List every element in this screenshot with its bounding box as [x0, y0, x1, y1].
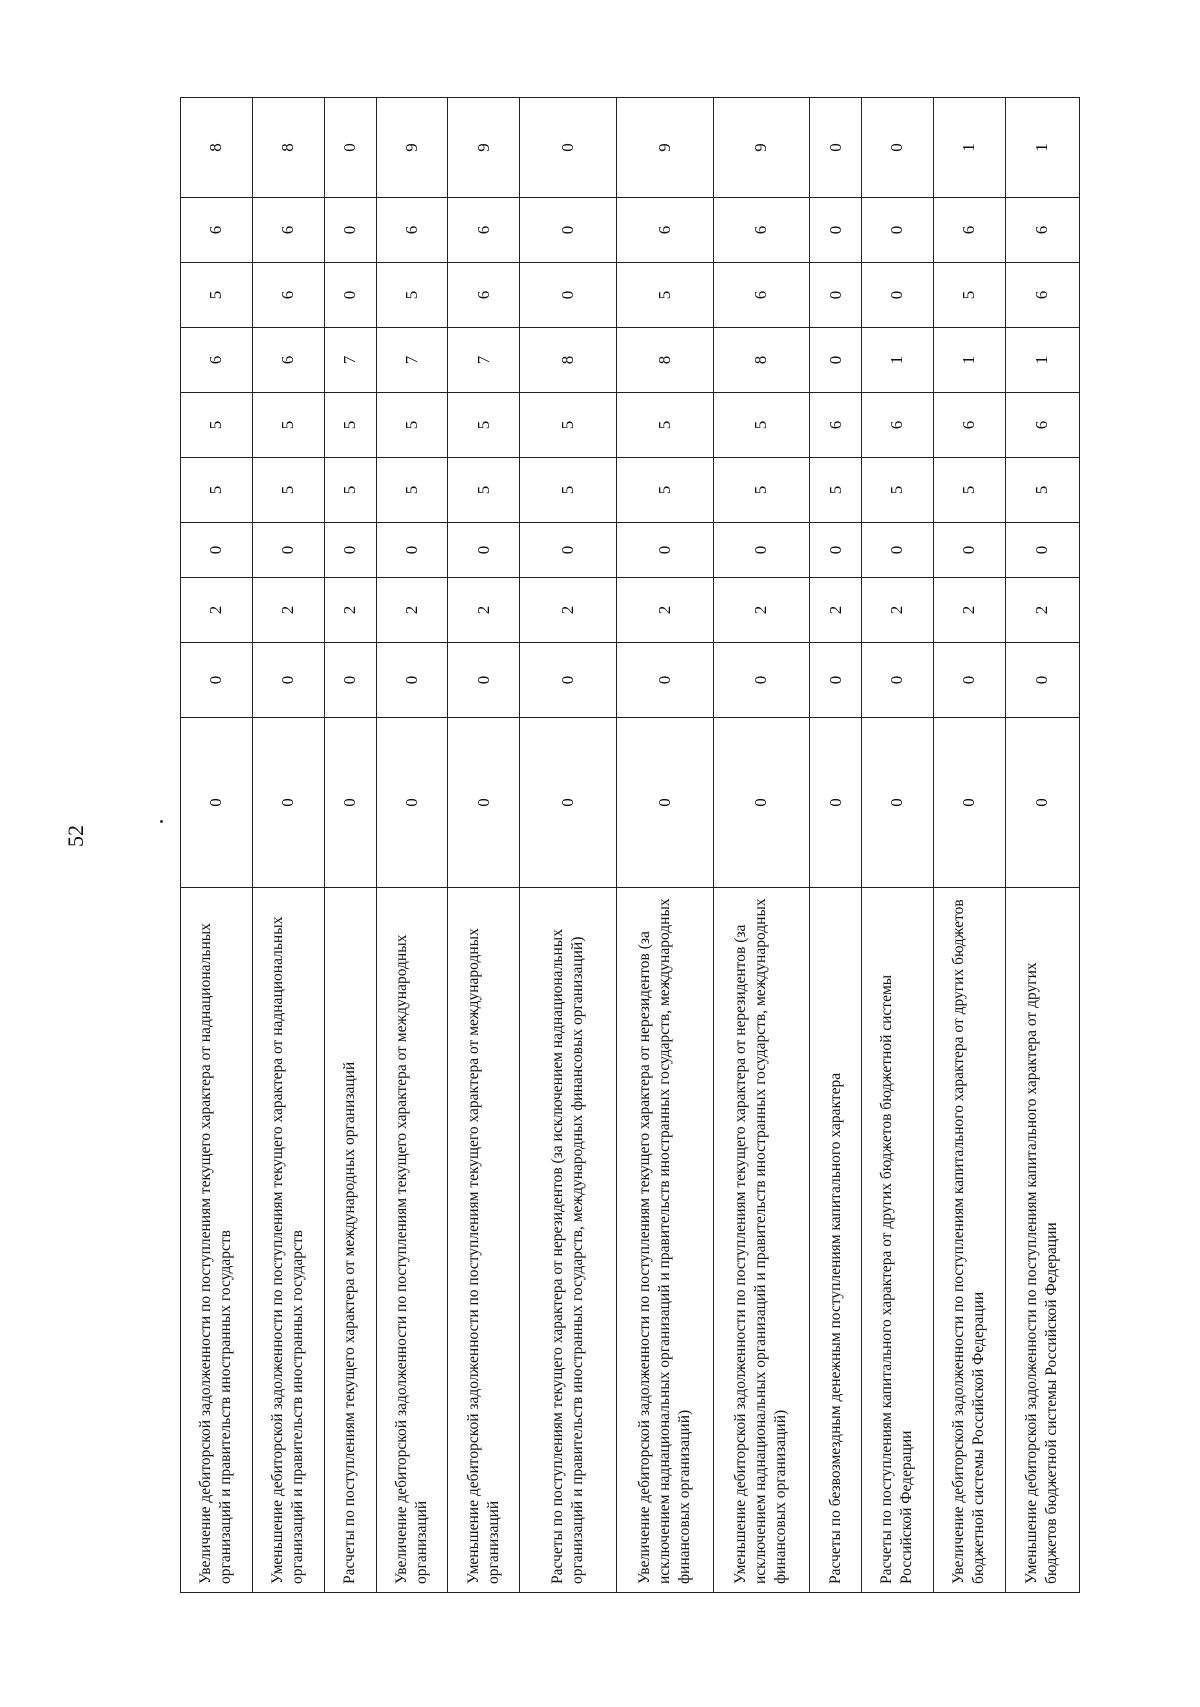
code-digit-cell: 0: [861, 523, 933, 578]
code-digit-cell: 0: [810, 523, 862, 578]
code-digit-cell: 5: [181, 263, 253, 328]
code-digit-cell: 5: [616, 458, 713, 523]
code-digit-cell: 0: [324, 718, 376, 888]
code-digit-cell: 5: [324, 458, 376, 523]
code-digit-cell: 9: [376, 98, 448, 198]
code-digit-cell: 6: [252, 263, 324, 328]
code-digit-cell: 0: [810, 263, 862, 328]
code-digit-cell: 5: [933, 263, 1005, 328]
table-row: [324, 98, 376, 1593]
code-digit-cell: 5: [181, 393, 253, 458]
row-description: Увеличение дебиторской задолженности по поступлениям текущего характера от международных организаций: [376, 888, 448, 1593]
code-digit-cell: 0: [616, 643, 713, 718]
code-digit-cell: 5: [520, 458, 617, 523]
code-digit-cell: 6: [713, 198, 810, 263]
code-digit-cell: 0: [324, 263, 376, 328]
code-digit-cell: 5: [520, 393, 617, 458]
table-row: [861, 98, 933, 1593]
code-digit-cell: 0: [810, 98, 862, 198]
row-description: Уменьшение дебиторской задолженности по поступлениям текущего характера от международных организаций: [448, 888, 520, 1593]
table-row: [616, 98, 713, 1593]
code-digit-cell: 2: [810, 578, 862, 643]
code-digit-cell: 0: [810, 643, 862, 718]
code-digit-cell: 2: [376, 578, 448, 643]
table-row: [933, 98, 1005, 1593]
row-description: Расчеты по поступлениям капитального характера от других бюджетов бюджетной системы Российской Федерации: [861, 888, 933, 1593]
code-digit-cell: 0: [324, 98, 376, 198]
code-digit-cell: 6: [616, 198, 713, 263]
code-digit-cell: 5: [1005, 458, 1079, 523]
code-digit-cell: 6: [448, 198, 520, 263]
code-digit-cell: 6: [1005, 393, 1079, 458]
table-row: [810, 98, 862, 1593]
code-digit-cell: 5: [448, 393, 520, 458]
row-description: Уменьшение дебиторской задолженности по поступлениям капитального характера от других бюджетов бюджетной системы Российской Федерации: [1005, 888, 1079, 1593]
code-digit-cell: 1: [1005, 98, 1079, 198]
code-digit-cell: 6: [933, 198, 1005, 263]
code-digit-cell: 6: [1005, 263, 1079, 328]
code-digit-cell: 0: [933, 523, 1005, 578]
page-number: 52: [63, 825, 88, 847]
code-digit-cell: 0: [520, 198, 617, 263]
table-row: [252, 98, 324, 1593]
code-digit-cell: 0: [861, 198, 933, 263]
code-digit-cell: 6: [448, 263, 520, 328]
code-digit-cell: 0: [181, 718, 253, 888]
code-digit-cell: 2: [1005, 578, 1079, 643]
code-digit-cell: 0: [448, 643, 520, 718]
code-digit-cell: 0: [616, 718, 713, 888]
code-digit-cell: 2: [713, 578, 810, 643]
code-digit-cell: 0: [810, 328, 862, 393]
code-digit-cell: 5: [861, 458, 933, 523]
code-digit-cell: 7: [376, 328, 448, 393]
code-digit-cell: 2: [616, 578, 713, 643]
row-description: Увеличение дебиторской задолженности по поступлениям текущего характера от наднациональных организаций и правительств иностранных государств: [181, 888, 253, 1593]
code-digit-cell: 1: [861, 328, 933, 393]
code-digit-cell: 0: [324, 643, 376, 718]
code-digit-cell: 0: [324, 523, 376, 578]
code-digit-cell: 0: [861, 643, 933, 718]
code-digit-cell: 0: [713, 718, 810, 888]
code-digit-cell: 0: [448, 523, 520, 578]
code-digit-cell: 2: [448, 578, 520, 643]
code-digit-cell: 5: [616, 393, 713, 458]
code-digit-cell: 8: [616, 328, 713, 393]
row-description: Уменьшение дебиторской задолженности по поступлениям текущего характера от нерезидентов (за исключением наднациональных организаций и правительств иностранных государств, международных финансовых организаций): [713, 888, 810, 1593]
code-digit-cell: 0: [616, 523, 713, 578]
code-digit-cell: 5: [252, 458, 324, 523]
code-digit-cell: 5: [713, 393, 810, 458]
code-digit-cell: 0: [861, 263, 933, 328]
code-digit-cell: 5: [376, 263, 448, 328]
code-digit-cell: 6: [376, 198, 448, 263]
code-digit-cell: 0: [1005, 643, 1079, 718]
table-row: [376, 98, 448, 1593]
code-digit-cell: 0: [1005, 523, 1079, 578]
code-digit-cell: 5: [713, 458, 810, 523]
code-digit-cell: 0: [713, 643, 810, 718]
row-description: Уменьшение дебиторской задолженности по поступлениям текущего характера от наднациональных организаций и правительств иностранных государств: [252, 888, 324, 1593]
code-digit-cell: 0: [252, 718, 324, 888]
code-digit-cell: 2: [933, 578, 1005, 643]
code-digit-cell: 6: [933, 393, 1005, 458]
code-digit-cell: 0: [933, 718, 1005, 888]
code-digit-cell: 6: [1005, 198, 1079, 263]
code-digit-cell: 7: [324, 328, 376, 393]
code-digit-cell: 0: [933, 643, 1005, 718]
code-digit-cell: 6: [861, 393, 933, 458]
code-digit-cell: 0: [1005, 718, 1079, 888]
code-digit-cell: 2: [252, 578, 324, 643]
code-digit-cell: 8: [181, 98, 253, 198]
code-digit-cell: 5: [324, 393, 376, 458]
account-codes-table: [180, 97, 1080, 1593]
code-digit-cell: 0: [810, 718, 862, 888]
code-digit-cell: 9: [448, 98, 520, 198]
code-digit-cell: 0: [520, 263, 617, 328]
code-digit-cell: 0: [252, 523, 324, 578]
code-digit-cell: 8: [713, 328, 810, 393]
code-digit-cell: 6: [181, 198, 253, 263]
code-digit-cell: 1: [933, 328, 1005, 393]
code-digit-cell: 5: [616, 263, 713, 328]
table-row: [713, 98, 810, 1593]
rotated-table-container: [180, 98, 1080, 1593]
code-digit-cell: 0: [861, 718, 933, 888]
code-digit-cell: 5: [448, 458, 520, 523]
code-digit-cell: 0: [181, 523, 253, 578]
table-row: [520, 98, 617, 1593]
row-description: Расчеты по безвозмездным денежным поступлениям капитального характера: [810, 888, 862, 1593]
row-description: Увеличение дебиторской задолженности по поступлениям капитального характера от других бюджетов бюджетной системы Российской Федерации: [933, 888, 1005, 1593]
code-digit-cell: 6: [252, 328, 324, 393]
code-digit-cell: 8: [252, 98, 324, 198]
code-digit-cell: 2: [324, 578, 376, 643]
row-description: Увеличение дебиторской задолженности по поступлениям текущего характера от нерезидентов (за исключением наднациональных организаций и правительств иностранных государств, международных финансовых организаций): [616, 888, 713, 1593]
code-digit-cell: 6: [252, 198, 324, 263]
code-digit-cell: 2: [181, 578, 253, 643]
code-digit-cell: 0: [181, 643, 253, 718]
scan-speck: [160, 820, 163, 823]
table-row: [448, 98, 520, 1593]
code-digit-cell: 0: [324, 198, 376, 263]
code-digit-cell: 1: [933, 98, 1005, 198]
code-digit-cell: 0: [376, 643, 448, 718]
code-digit-cell: 0: [713, 523, 810, 578]
code-digit-cell: 1: [1005, 328, 1079, 393]
code-digit-cell: 5: [810, 458, 862, 523]
code-digit-cell: 7: [448, 328, 520, 393]
code-digit-cell: 5: [933, 458, 1005, 523]
code-digit-cell: 6: [810, 393, 862, 458]
row-description: Расчеты по поступлениям текущего характера от нерезидентов (за исключением наднациональных организаций и правительств иностранных государств, международных финансовых организаций): [520, 888, 617, 1593]
row-description: Расчеты по поступлениям текущего характера от международных организаций: [324, 888, 376, 1593]
code-digit-cell: 0: [810, 198, 862, 263]
code-digit-cell: 0: [520, 523, 617, 578]
code-digit-cell: 6: [181, 328, 253, 393]
code-digit-cell: 0: [448, 718, 520, 888]
code-digit-cell: 0: [376, 523, 448, 578]
code-digit-cell: 2: [520, 578, 617, 643]
code-digit-cell: 2: [861, 578, 933, 643]
code-digit-cell: 0: [376, 718, 448, 888]
table-body: [181, 98, 1080, 1593]
code-digit-cell: 9: [616, 98, 713, 198]
code-digit-cell: 0: [520, 98, 617, 198]
code-digit-cell: 8: [520, 328, 617, 393]
code-digit-cell: 5: [376, 458, 448, 523]
code-digit-cell: 5: [181, 458, 253, 523]
code-digit-cell: 0: [520, 718, 617, 888]
code-digit-cell: 0: [861, 98, 933, 198]
code-digit-cell: 0: [520, 643, 617, 718]
table-row: [1005, 98, 1079, 1593]
code-digit-cell: 0: [252, 643, 324, 718]
table-row: [181, 98, 253, 1593]
code-digit-cell: 5: [376, 393, 448, 458]
code-digit-cell: 9: [713, 98, 810, 198]
code-digit-cell: 5: [252, 393, 324, 458]
code-digit-cell: 6: [713, 263, 810, 328]
